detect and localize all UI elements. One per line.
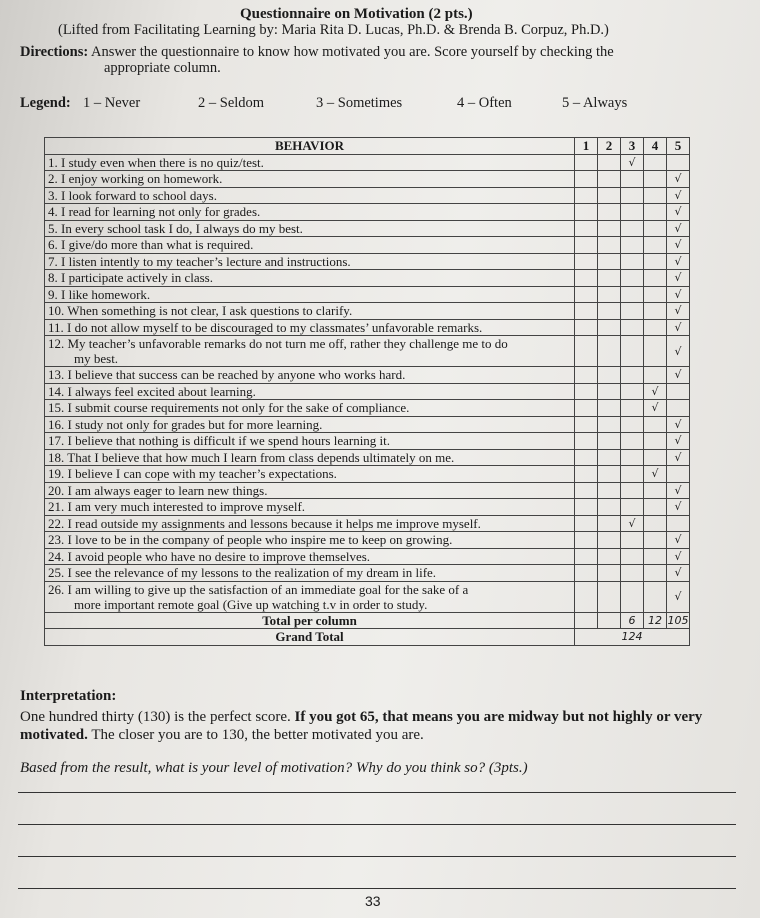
check-mark-icon: √ [674, 221, 682, 235]
column-header-2: 2 [598, 138, 621, 155]
behavior-statement [45, 220, 575, 237]
behavior-statement [45, 204, 575, 221]
rating-cell-3[interactable] [621, 482, 644, 499]
reflection-question: Based from the result, what is your level of motivation? Why do you think so? (3pts.) [20, 760, 528, 776]
rating-cell-5[interactable] [667, 319, 690, 336]
behavior-text: 1. I study even when there is no quiz/test. [48, 154, 264, 170]
behavior-statement [45, 187, 575, 204]
rating-cell-1[interactable] [575, 286, 598, 303]
check-mark-icon: √ [674, 368, 682, 382]
interpretation-part-1: One hundred thirty (130) is the perfect score. [20, 709, 295, 725]
total-row [45, 612, 690, 629]
rating-cell-4[interactable] [644, 270, 667, 287]
total-label: Total per column [45, 612, 575, 629]
rating-cell-1[interactable] [575, 220, 598, 237]
check-mark-icon: √ [674, 566, 682, 580]
behavior-statement [45, 270, 575, 287]
rating-cell-4[interactable] [644, 482, 667, 499]
behavior-statement [45, 154, 575, 171]
table-row [45, 400, 690, 417]
rating-cell-1[interactable] [575, 515, 598, 532]
check-mark-icon: √ [651, 384, 659, 398]
behavior-text: 8. I participate actively in class. [48, 270, 213, 286]
rating-cell-5[interactable] [667, 336, 690, 367]
rating-cell-4[interactable] [644, 433, 667, 450]
check-mark-icon: √ [674, 417, 682, 431]
rating-cell-5[interactable] [667, 270, 690, 287]
rating-cell-2[interactable] [598, 532, 621, 549]
rating-cell-2[interactable] [598, 565, 621, 582]
rating-cell-3[interactable] [621, 319, 644, 336]
behavior-text: 21. I am very much interested to improve myself. [48, 499, 306, 515]
table-header-row [45, 138, 690, 155]
behavior-text: 10. When something is not clear, I ask questions to clarify. [48, 303, 353, 319]
table-row [45, 581, 690, 612]
column-header-5: 5 [667, 138, 690, 155]
rating-cell-1[interactable] [575, 253, 598, 270]
rating-cell-3[interactable] [621, 499, 644, 516]
table-row [45, 204, 690, 221]
behavior-text: 17. I believe that nothing is difficult if we spend hours learning it. [48, 433, 391, 449]
rating-cell-3[interactable] [621, 336, 644, 367]
check-mark-icon: √ [674, 549, 682, 563]
table-row [45, 449, 690, 466]
source-credit: (Lifted from Facilitating Learning by: Maria Rita D. Lucas, Ph.D. & Brenda B. Corpuz, Ph.D.) [58, 22, 609, 38]
check-mark-icon: √ [674, 271, 682, 285]
behavior-statement [45, 466, 575, 483]
rating-cell-3[interactable] [621, 237, 644, 254]
check-mark-icon: √ [674, 172, 682, 186]
rating-cell-1[interactable] [575, 237, 598, 254]
rating-cell-1[interactable] [575, 187, 598, 204]
behavior-text: 14. I always feel excited about learning. [48, 383, 256, 399]
rating-cell-1[interactable] [575, 383, 598, 400]
rating-cell-4[interactable] [644, 400, 667, 417]
behavior-text: 7. I listen intently to my teacher’s lecture and instructions. [48, 253, 351, 269]
table-row [45, 383, 690, 400]
behavior-statement [45, 286, 575, 303]
behavior-text-continued: my best. [74, 351, 119, 366]
behavior-statement [45, 565, 575, 582]
rating-cell-4[interactable] [644, 237, 667, 254]
behavior-statement [45, 336, 575, 367]
rating-cell-1[interactable] [575, 449, 598, 466]
rating-cell-3[interactable] [621, 253, 644, 270]
behavior-text-continued: more important remote goal (Give up watching t.v in order to study. [74, 596, 428, 612]
rating-cell-1[interactable] [575, 565, 598, 582]
behavior-statement [45, 581, 575, 612]
legend-item-1: 1 – Never [83, 95, 141, 111]
check-mark-icon: √ [674, 205, 682, 219]
rating-cell-5[interactable] [667, 581, 690, 612]
behavior-text: 20. I am always eager to learn new things. [48, 482, 268, 498]
rating-cell-2[interactable] [598, 433, 621, 450]
check-mark-icon: √ [674, 434, 682, 448]
table-row [45, 466, 690, 483]
directions [20, 44, 680, 76]
behavior-text: 25. I see the relevance of my lessons to the realization of my dream in life. [48, 565, 437, 581]
rating-cell-4[interactable] [644, 336, 667, 367]
rating-cell-4[interactable] [644, 548, 667, 565]
table-row [45, 303, 690, 320]
check-mark-icon: √ [651, 467, 659, 481]
check-mark-icon: √ [674, 320, 682, 334]
rating-cell-5[interactable] [667, 154, 690, 171]
total-col-2 [598, 612, 621, 629]
directions-label: Directions: [20, 44, 89, 60]
behavior-statement [45, 548, 575, 565]
rating-cell-4[interactable] [644, 565, 667, 582]
rating-cell-2[interactable] [598, 303, 621, 320]
rating-cell-1[interactable] [575, 303, 598, 320]
rating-cell-3[interactable] [621, 204, 644, 221]
behavior-statement [45, 499, 575, 516]
rating-cell-2[interactable] [598, 499, 621, 516]
rating-cell-4[interactable] [644, 532, 667, 549]
behavior-statement [45, 400, 575, 417]
rating-cell-2[interactable] [598, 548, 621, 565]
rating-cell-2[interactable] [598, 367, 621, 384]
check-mark-icon: √ [674, 304, 682, 318]
rating-cell-5[interactable] [667, 499, 690, 516]
total-col-5: 105 [667, 613, 689, 627]
check-mark-icon: √ [674, 450, 682, 464]
rating-cell-1[interactable] [575, 270, 598, 287]
check-mark-icon: √ [674, 483, 682, 497]
rating-cell-5[interactable] [667, 237, 690, 254]
page-number: 33 [365, 893, 381, 909]
column-header-1: 1 [575, 138, 598, 155]
rating-cell-2[interactable] [598, 171, 621, 188]
rating-cell-5[interactable] [667, 548, 690, 565]
behavior-text: 4. I read for learning not only for grades. [48, 204, 261, 220]
behavior-text: 18. That I believe that how much I learn from class depends ultimately on me. [48, 449, 455, 465]
behavior-text: 11. I do not allow myself to be discouraged to my classmates’ unfavorable remarks. [48, 319, 483, 335]
legend-item-2: 2 – Seldom [198, 95, 265, 111]
behavior-statement [45, 416, 575, 433]
check-mark-icon: √ [674, 344, 682, 358]
grand-total-label: Grand Total [45, 629, 575, 646]
answer-line-4[interactable] [18, 888, 736, 889]
rating-cell-1[interactable] [575, 171, 598, 188]
rating-cell-1[interactable] [575, 400, 598, 417]
behavior-text: 16. I study not only for grades but for more learning. [48, 416, 323, 432]
questionnaire-table [44, 137, 690, 646]
behavior-text: 5. In every school task I do, I always do my best. [48, 220, 303, 236]
rating-cell-3[interactable] [621, 433, 644, 450]
rating-cell-1[interactable] [575, 581, 598, 612]
behavior-statement [45, 303, 575, 320]
rating-cell-3[interactable] [621, 581, 644, 612]
column-header-3: 3 [621, 138, 644, 155]
page-title: Questionnaire on Motivation (2 pts.) [240, 6, 473, 22]
table-row [45, 270, 690, 287]
behavior-statement [45, 171, 575, 188]
rating-cell-3[interactable] [621, 187, 644, 204]
rating-cell-4[interactable] [644, 220, 667, 237]
rating-cell-5[interactable] [667, 171, 690, 188]
check-mark-icon: √ [674, 590, 682, 603]
rating-cell-5[interactable] [667, 400, 690, 417]
rating-cell-2[interactable] [598, 154, 621, 171]
rating-cell-2[interactable] [598, 482, 621, 499]
rating-cell-5[interactable] [667, 515, 690, 532]
rating-cell-5[interactable] [667, 253, 690, 270]
rating-cell-3[interactable] [621, 449, 644, 466]
table-row [45, 565, 690, 582]
behavior-text: 19. I believe I can cope with my teacher’s expectations. [48, 466, 337, 482]
total-col-4: 12 [644, 612, 667, 629]
directions-text-1: Answer the questionnaire to know how motivated you are. Score yourself by checking the [91, 44, 614, 60]
table-row [45, 237, 690, 254]
table-row [45, 499, 690, 516]
check-mark-icon: √ [674, 500, 682, 514]
rating-cell-3[interactable] [621, 400, 644, 417]
table-body [45, 154, 690, 612]
rating-cell-3[interactable] [621, 270, 644, 287]
behavior-statement [45, 449, 575, 466]
rating-cell-2[interactable] [598, 383, 621, 400]
behavior-statement [45, 482, 575, 499]
rating-cell-3[interactable] [621, 416, 644, 433]
behavior-statement [45, 319, 575, 336]
table-row [45, 532, 690, 549]
legend-item-3: 3 – Sometimes [316, 95, 403, 111]
rating-cell-4[interactable] [644, 581, 667, 612]
total-col-3: 6 [621, 612, 644, 629]
rating-cell-2[interactable] [598, 187, 621, 204]
table-row [45, 416, 690, 433]
rating-cell-4[interactable] [644, 416, 667, 433]
rating-cell-1[interactable] [575, 433, 598, 450]
rating-cell-3[interactable] [621, 515, 644, 532]
behavior-statement [45, 253, 575, 270]
rating-cell-4[interactable] [644, 187, 667, 204]
check-mark-icon: √ [674, 533, 682, 547]
rating-cell-1[interactable] [575, 532, 598, 549]
rating-cell-4[interactable] [644, 303, 667, 320]
directions-text-2: appropriate column. [104, 60, 221, 76]
table-row [45, 433, 690, 450]
answer-line-3[interactable] [18, 856, 736, 857]
behavior-text: 2. I enjoy working on homework. [48, 171, 223, 187]
behavior-statement [45, 433, 575, 450]
rating-cell-3[interactable] [621, 220, 644, 237]
rating-cell-2[interactable] [598, 220, 621, 237]
rating-cell-4[interactable] [644, 367, 667, 384]
behavior-statement [45, 515, 575, 532]
rating-cell-5[interactable] [667, 433, 690, 450]
rating-cell-1[interactable] [575, 466, 598, 483]
rating-cell-4[interactable] [644, 499, 667, 516]
rating-cell-4[interactable] [644, 449, 667, 466]
behavior-text: 3. I look forward to school days. [48, 187, 217, 203]
rating-cell-1[interactable] [575, 416, 598, 433]
rating-cell-5[interactable] [667, 204, 690, 221]
answer-line-1[interactable] [18, 792, 736, 793]
grand-total-row [45, 629, 690, 646]
rating-cell-3[interactable] [621, 548, 644, 565]
table-row [45, 187, 690, 204]
check-mark-icon: √ [674, 254, 682, 268]
check-mark-icon: √ [674, 238, 682, 252]
rating-cell-3[interactable] [621, 171, 644, 188]
table-row [45, 286, 690, 303]
rating-cell-5[interactable] [667, 466, 690, 483]
check-mark-icon: √ [628, 516, 636, 530]
table-row [45, 154, 690, 171]
rating-cell-2[interactable] [598, 204, 621, 221]
rating-cell-5[interactable] [667, 532, 690, 549]
check-mark-icon: √ [674, 287, 682, 301]
total-col-1 [575, 612, 598, 629]
interpretation-part-3: The closer you are to 130, the better motivated you are. [87, 727, 424, 743]
behavior-text: 6. I give/do more than what is required. [48, 237, 254, 253]
rating-cell-3[interactable] [621, 532, 644, 549]
rating-cell-5[interactable] [667, 187, 690, 204]
rating-cell-3[interactable] [621, 367, 644, 384]
rating-cell-2[interactable] [598, 466, 621, 483]
rating-cell-1[interactable] [575, 548, 598, 565]
behavior-header: BEHAVIOR [45, 138, 575, 155]
interpretation-heading: Interpretation: [20, 688, 117, 704]
table-row [45, 319, 690, 336]
rating-cell-2[interactable] [598, 336, 621, 367]
rating-cell-1[interactable] [575, 204, 598, 221]
interpretation-text [20, 708, 730, 744]
rating-cell-4[interactable] [644, 253, 667, 270]
rating-cell-5[interactable] [667, 416, 690, 433]
rating-cell-5[interactable] [667, 449, 690, 466]
table-row [45, 220, 690, 237]
rating-cell-3[interactable] [621, 466, 644, 483]
rating-cell-2[interactable] [598, 416, 621, 433]
rating-cell-4[interactable] [644, 515, 667, 532]
rating-cell-5[interactable] [667, 220, 690, 237]
behavior-text: 13. I believe that success can be reached by anyone who works hard. [48, 367, 406, 383]
grand-total-value: 124 [575, 629, 690, 646]
rating-cell-4[interactable] [644, 154, 667, 171]
interpretation-part-2: If you got 65, that means you are midway but not highly or very motivated. [20, 709, 703, 743]
column-header-4: 4 [644, 138, 667, 155]
behavior-text: 12. My teacher’s unfavorable remarks do not turn me off, rather they challenge me to do [48, 336, 508, 351]
behavior-text: 26. I am willing to give up the satisfaction of an immediate goal for the sake of a [48, 581, 469, 597]
check-mark-icon: √ [651, 401, 659, 415]
rating-cell-5[interactable] [667, 383, 690, 400]
rating-cell-5[interactable] [667, 367, 690, 384]
behavior-statement [45, 383, 575, 400]
rating-cell-1[interactable] [575, 482, 598, 499]
rating-cell-2[interactable] [598, 286, 621, 303]
rating-cell-2[interactable] [598, 319, 621, 336]
rating-cell-2[interactable] [598, 237, 621, 254]
rating-cell-4[interactable] [644, 383, 667, 400]
rating-cell-1[interactable] [575, 319, 598, 336]
behavior-statement [45, 237, 575, 254]
legend-item-4: 4 – Often [457, 95, 512, 111]
table-row [45, 515, 690, 532]
rating-cell-2[interactable] [598, 581, 621, 612]
legend-item-5: 5 – Always [562, 95, 628, 111]
behavior-text: 9. I like homework. [48, 286, 151, 302]
behavior-text: 22. I read outside my assignments and lessons because it helps me improve myself. [48, 515, 481, 531]
behavior-text: 15. I submit course requirements not only for the sake of compliance. [48, 400, 410, 416]
rating-cell-4[interactable] [644, 204, 667, 221]
rating-cell-5[interactable] [667, 482, 690, 499]
behavior-statement [45, 367, 575, 384]
answer-line-2[interactable] [18, 824, 736, 825]
rating-cell-3[interactable] [621, 565, 644, 582]
rating-cell-2[interactable] [598, 400, 621, 417]
rating-cell-5[interactable] [667, 303, 690, 320]
check-mark-icon: √ [628, 155, 636, 169]
rating-cell-1[interactable] [575, 367, 598, 384]
rating-cell-5[interactable] [667, 565, 690, 582]
rating-cell-2[interactable] [598, 270, 621, 287]
table-row [45, 253, 690, 270]
rating-cell-1[interactable] [575, 154, 598, 171]
check-mark-icon: √ [674, 188, 682, 202]
rating-cell-3[interactable] [621, 286, 644, 303]
rating-cell-3[interactable] [621, 383, 644, 400]
rating-cell-4[interactable] [644, 286, 667, 303]
legend-label: Legend: [20, 95, 71, 111]
rating-cell-1[interactable] [575, 336, 598, 367]
table-row [45, 548, 690, 565]
table-row [45, 171, 690, 188]
rating-cell-2[interactable] [598, 253, 621, 270]
table-row [45, 482, 690, 499]
rating-cell-5[interactable] [667, 286, 690, 303]
rating-cell-3[interactable] [621, 303, 644, 320]
behavior-text: 24. I avoid people who have no desire to improve themselves. [48, 548, 371, 564]
rating-cell-2[interactable] [598, 449, 621, 466]
rating-cell-4[interactable] [644, 171, 667, 188]
rating-cell-3[interactable] [621, 154, 644, 171]
rating-cell-4[interactable] [644, 466, 667, 483]
behavior-statement [45, 532, 575, 549]
table-row [45, 367, 690, 384]
rating-cell-4[interactable] [644, 319, 667, 336]
behavior-text: 23. I love to be in the company of people who inspire me to keep on growing. [48, 532, 453, 548]
rating-cell-1[interactable] [575, 499, 598, 516]
rating-cell-2[interactable] [598, 515, 621, 532]
table-row [45, 336, 690, 367]
